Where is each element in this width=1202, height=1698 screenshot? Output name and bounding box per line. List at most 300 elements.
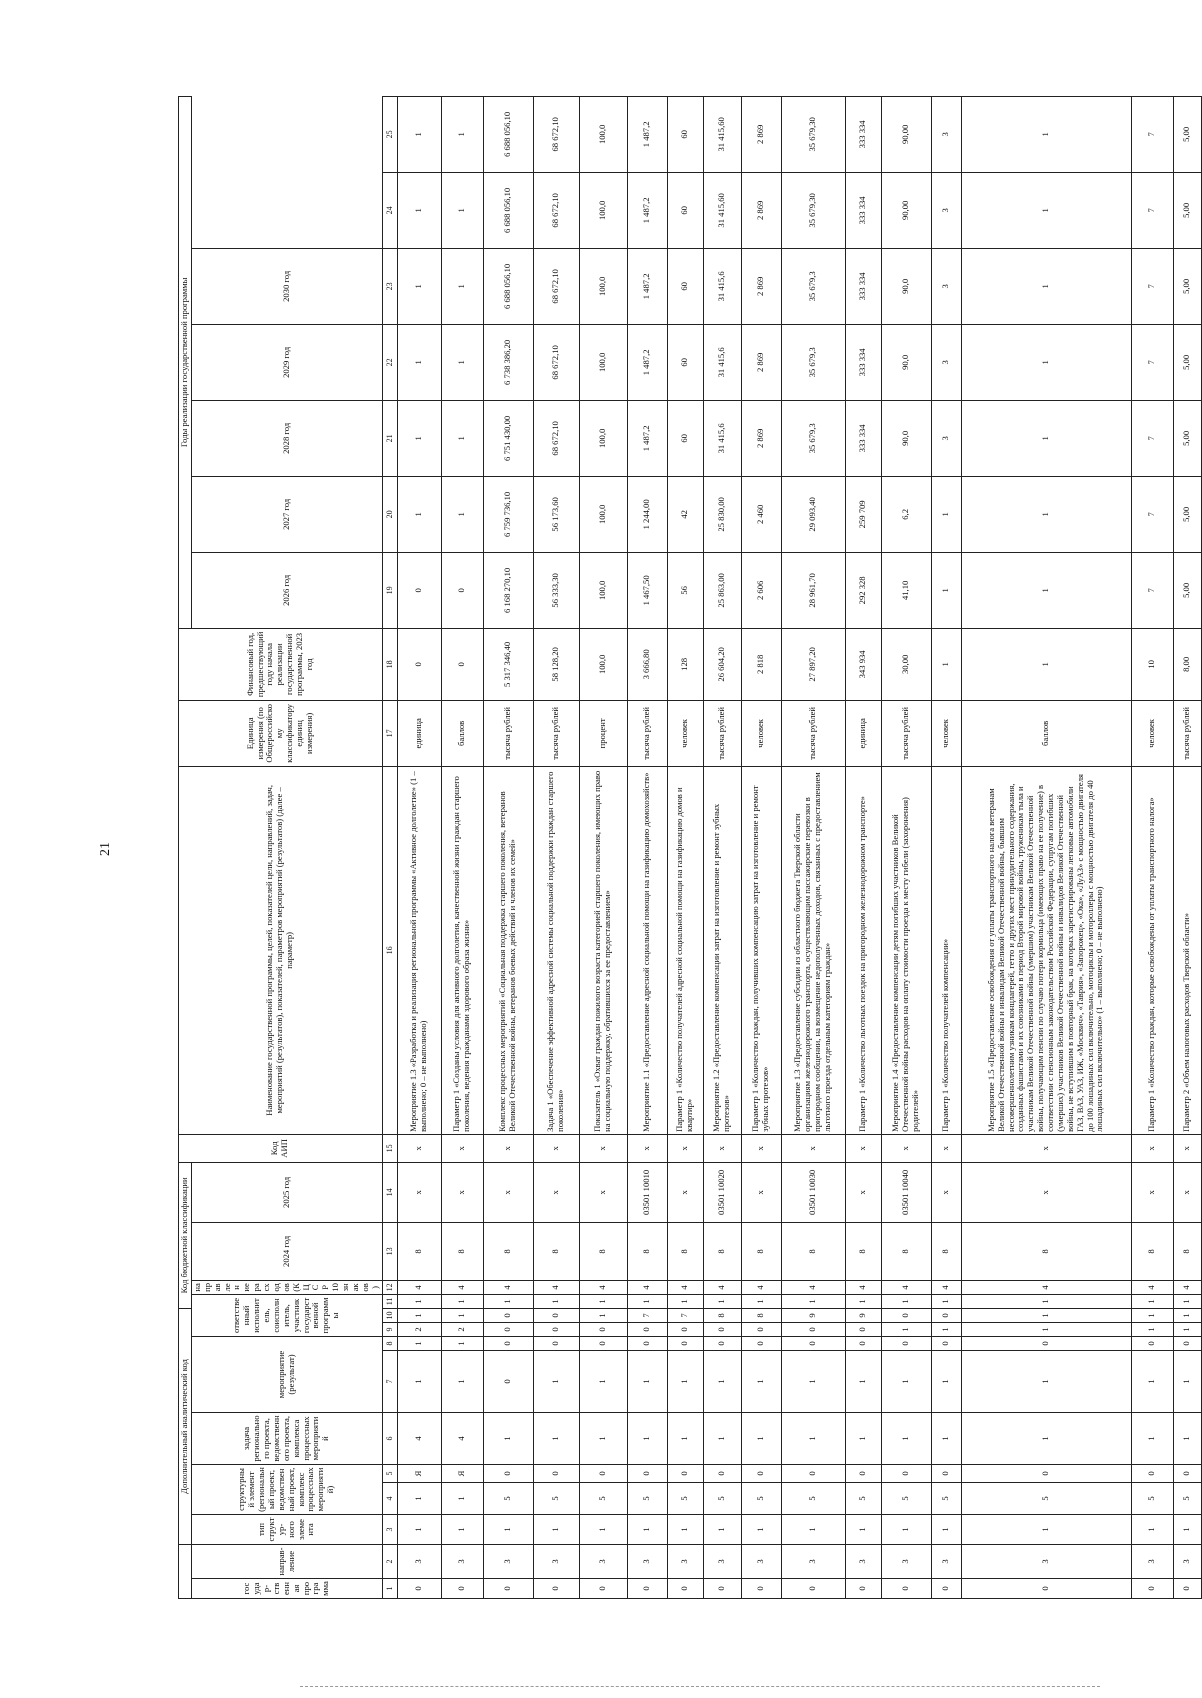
code-cell-c3: 1 (667, 1515, 703, 1545)
code-cell-c6: 1 (667, 1413, 703, 1465)
table-header (179, 96, 383, 1598)
row-base-year-value: 0 (397, 628, 441, 700)
row-unit: тысяча рублей (881, 700, 931, 766)
code-cell-c7: 1 (533, 1351, 579, 1413)
program-table (178, 96, 1202, 1599)
row-unit: тысяча рублей (703, 700, 741, 766)
code-cell-c7: 1 (1173, 1351, 1201, 1413)
code-cell-c10: 9 (845, 1308, 881, 1322)
code-cell-c12: 4 (781, 1280, 845, 1294)
code-cell-c1: 0 (483, 1579, 533, 1599)
code-cell-c8: 0 (533, 1337, 579, 1351)
row-base-year-value: 3 666,80 (627, 628, 667, 700)
row-year-value: 1 (397, 96, 441, 172)
row-year-value: 333 334 (845, 172, 881, 248)
code-cell-c1: 0 (961, 1579, 1131, 1599)
table-body (382, 96, 1201, 1598)
row-year-value: 31 415,6 (703, 324, 741, 400)
code-cell-c10: 0 (483, 1308, 533, 1322)
row-year-value: 7 (1131, 476, 1173, 552)
row-year-value: 5,00 (1173, 172, 1201, 248)
code-cell-c1: 0 (931, 1579, 961, 1599)
column-number: 17 (382, 700, 397, 766)
code-cell-c7: 1 (845, 1351, 881, 1413)
column-number: 3 (382, 1515, 397, 1545)
row-year-value: 333 334 (845, 248, 881, 324)
code-cell-c5: Я (441, 1465, 483, 1483)
code-cell-c10: 1 (1173, 1308, 1201, 1322)
row-base-year-value: 1 (961, 628, 1131, 700)
row-name: Мероприятие 1.3 «Предоставление субсидии из областного бюджета Тверской области организациям железнодорожного транспорта, осуществляющим пассажирские перевозки в пригородном сообщении, на возмещение недополученных доходов, связанных с предоставлением льготного проезда отдельным категориям граждан» (781, 766, 845, 1134)
code-cell-c10: 9 (781, 1308, 845, 1322)
code-cell-c7: 1 (703, 1351, 741, 1413)
table-row (961, 96, 1131, 1598)
row-year-value: 60 (667, 248, 703, 324)
code-cell-c4: 5 (703, 1483, 741, 1515)
row-year-value: 6 688 056,10 (483, 248, 533, 324)
code-cell-c2: 3 (845, 1545, 881, 1579)
code-cell-c1: 0 (703, 1579, 741, 1599)
row-unit: человек (741, 700, 781, 766)
row-year-value: 7 (1131, 96, 1173, 172)
code-cell-c6: 1 (1173, 1413, 1201, 1465)
row-year-value: 6 751 430,00 (483, 400, 533, 476)
code-cell-c3: 1 (397, 1515, 441, 1545)
code-cell-c2: 3 (483, 1545, 533, 1579)
row-year-value: 5,00 (1173, 96, 1201, 172)
code-cell-c8: 0 (483, 1337, 533, 1351)
code-cell-c3: 1 (1131, 1515, 1173, 1545)
code-cell-c10: 1 (397, 1308, 441, 1322)
row-year-value: 6 168 270,10 (483, 552, 533, 628)
footer-divider (300, 1686, 1100, 1687)
column-number: 6 (382, 1413, 397, 1465)
code-cell-c12: 4 (845, 1280, 881, 1294)
header-base-year: Финансовый год, предшествующий году начала реализации государственной программы, 2023 год (179, 628, 383, 700)
code-cell-c4: 5 (579, 1483, 627, 1515)
code-cell-c8: 0 (703, 1337, 741, 1351)
code-cell-c7: 1 (627, 1351, 667, 1413)
row-year-value: 60 (667, 324, 703, 400)
row-name: Параметр 1 «Количество граждан, которые освобождены от уплаты транспортного налога» (1131, 766, 1173, 1134)
code-cell-c15: х (741, 1134, 781, 1162)
table-row (845, 96, 881, 1598)
code-cell-c6: 1 (931, 1413, 961, 1465)
row-year-value: 35 679,3 (781, 400, 845, 476)
code-cell-c12: 4 (483, 1280, 533, 1294)
code-cell-c12: 4 (397, 1280, 441, 1294)
row-year-value: 1 (931, 552, 961, 628)
code-cell-c15: х (1173, 1134, 1201, 1162)
code-cell-c15: х (781, 1134, 845, 1162)
code-cell-c14: х (741, 1162, 781, 1222)
table-row (667, 96, 703, 1598)
code-cell-c13: 8 (667, 1222, 703, 1280)
code-cell-c8: 0 (667, 1337, 703, 1351)
code-cell-c13: 8 (1173, 1222, 1201, 1280)
row-year-value: 68 672,10 (533, 248, 579, 324)
row-name: Мероприятие 1.2 «Предоставление компенсации затрат на изготовление и ремонт зубных протезов» (703, 766, 741, 1134)
table-row (1131, 96, 1173, 1598)
code-cell-c12: 4 (627, 1280, 667, 1294)
code-cell-c9: 0 (483, 1323, 533, 1337)
row-year-value: 100,0 (579, 552, 627, 628)
row-unit: баллов (441, 700, 483, 766)
row-year-value: 35 679,3 (781, 248, 845, 324)
header-year-2028: 2028 год (191, 400, 382, 476)
row-year-value: 1 487,2 (627, 324, 667, 400)
column-number: 1 (382, 1579, 397, 1599)
row-year-value: 3 (931, 400, 961, 476)
code-cell-c3: 1 (533, 1515, 579, 1545)
row-year-value: 90,0 (881, 400, 931, 476)
header-blank (179, 1545, 192, 1599)
row-year-value: 100,0 (579, 324, 627, 400)
column-number: 2 (382, 1545, 397, 1579)
row-base-year-value: 343 934 (845, 628, 881, 700)
code-cell-c4: 5 (881, 1483, 931, 1515)
code-cell-c12: 4 (881, 1280, 931, 1294)
code-cell-c1: 0 (781, 1579, 845, 1599)
code-cell-c12: 4 (741, 1280, 781, 1294)
code-cell-c13: 8 (483, 1222, 533, 1280)
row-name: Задача 1 «Обеспечение эффективной адресной системы социальной поддержки граждан старшего поколения» (533, 766, 579, 1134)
code-cell-c7: 1 (1131, 1351, 1173, 1413)
code-cell-c13: 8 (781, 1222, 845, 1280)
row-year-value: 90,00 (881, 172, 931, 248)
row-year-value: 1 (397, 400, 441, 476)
table-row (703, 96, 741, 1598)
row-unit: единица (845, 700, 881, 766)
row-base-year-value: 1 (931, 628, 961, 700)
code-cell-c13: 8 (397, 1222, 441, 1280)
column-number: 4 (382, 1483, 397, 1515)
header-task: задача регионального проекта, ведомственного проекта, комплекса процессных мероприятий (191, 1413, 382, 1465)
row-unit: человек (931, 700, 961, 766)
code-cell-c3: 1 (881, 1515, 931, 1545)
code-cell-c7: 1 (441, 1351, 483, 1413)
code-cell-c5: 0 (627, 1465, 667, 1483)
row-year-value: 5,00 (1173, 552, 1201, 628)
row-unit: единица (397, 700, 441, 766)
column-number: 14 (382, 1162, 397, 1222)
row-year-value: 90,00 (881, 96, 931, 172)
code-cell-c1: 0 (627, 1579, 667, 1599)
code-cell-c5: 0 (741, 1465, 781, 1483)
code-cell-c9: 2 (397, 1323, 441, 1337)
code-cell-c6: 4 (397, 1413, 441, 1465)
row-year-value: 0 (397, 552, 441, 628)
code-cell-c10: 0 (931, 1308, 961, 1322)
row-year-value: 2 460 (741, 476, 781, 552)
code-cell-c9: 0 (781, 1323, 845, 1337)
code-cell-c3: 1 (741, 1515, 781, 1545)
code-cell-c13: 8 (579, 1222, 627, 1280)
code-cell-c3: 1 (579, 1515, 627, 1545)
page-number: 21 (98, 842, 113, 856)
row-year-value: 60 (667, 400, 703, 476)
row-year-value: 41,10 (881, 552, 931, 628)
code-cell-c14: х (441, 1162, 483, 1222)
row-name: Показатель 1 «Охват граждан пожилого возраста категорией старшего поколения, имеющих право на социальную поддержку, обратившихся за ее предоставлением» (579, 766, 627, 1134)
code-cell-c7: 1 (667, 1351, 703, 1413)
code-cell-c13: 8 (1131, 1222, 1173, 1280)
row-year-value: 0 (441, 552, 483, 628)
code-cell-c14: х (931, 1162, 961, 1222)
row-year-value: 2 869 (741, 172, 781, 248)
header-year-2030: 2030 год (191, 248, 382, 324)
row-year-value: 31 415,6 (703, 248, 741, 324)
code-cell-c12: 4 (931, 1280, 961, 1294)
table-row (881, 96, 931, 1598)
row-base-year-value: 100,0 (579, 628, 627, 700)
code-cell-c15: х (533, 1134, 579, 1162)
row-year-value: 1 (441, 96, 483, 172)
code-cell-c7: 1 (881, 1351, 931, 1413)
code-cell-c8: 0 (961, 1337, 1131, 1351)
row-name: Мероприятие 1.5 «Предоставление освобождения от уплаты транспортного налога ветеранам Великой Отечественной войны и инвалидам Великой Отечественной войны, бывшим несовершеннолетним узникам концлагерей, гетто и других мест принудительного содержания, созданных фашистами и их союзниками в период Второй мировой войны, труженикам тыла и участникам Великой Отечественной войны (умершим) участникам Великой Отечественной войны, получающим пенсии по случаю потери кормильца (имеющих право на ее получение) в соответствии с пенсионным законодательством Российской Федерации, супругам погибших (умерших) участников Великой Отечественной войны и инвалидов Великой Отечественной войны, не вступившим в повторный брак, на которых зарегистрированы легковые автомобили ГАЗ, ВАЗ, УАЗ, ИЖ, «Москвич», «Таврия», «Запорожец», «Ока», «ЛуАЗ» с мощностью двигателя до 100 лошадиных сил включительно, мотоциклы и мотороллеры с мощностью двигателя до 40 лошадиных сил включительно» (1 – выполнено; 0 – не выполнено) (961, 766, 1131, 1134)
column-number: 21 (382, 400, 397, 476)
code-cell-c4: 1 (441, 1483, 483, 1515)
row-unit: человек (667, 700, 703, 766)
code-cell-c6: 1 (845, 1413, 881, 1465)
row-year-value: 28 961,70 (781, 552, 845, 628)
code-cell-c14: х (533, 1162, 579, 1222)
code-cell-c12: 4 (703, 1280, 741, 1294)
code-cell-c11: 1 (441, 1294, 483, 1308)
row-year-value: 56 (667, 552, 703, 628)
column-number: 23 (382, 248, 397, 324)
row-name: Мероприятие 1.1 «Предоставление адресной социальной помощи на газификацию домохозяйств» (627, 766, 667, 1134)
row-year-value: 1 487,2 (627, 96, 667, 172)
code-cell-c11: 1 (781, 1294, 845, 1308)
row-year-value: 7 (1131, 172, 1173, 248)
code-cell-c7: 1 (579, 1351, 627, 1413)
code-cell-c12: 4 (579, 1280, 627, 1294)
row-year-value: 5,00 (1173, 324, 1201, 400)
code-cell-c2: 3 (741, 1545, 781, 1579)
column-number: 15 (382, 1134, 397, 1162)
code-cell-c6: 1 (781, 1413, 845, 1465)
row-year-value: 333 334 (845, 400, 881, 476)
code-cell-c12: 4 (961, 1280, 1131, 1294)
code-cell-c5: 0 (961, 1465, 1131, 1483)
row-year-value: 1 (961, 324, 1131, 400)
code-cell-c15: х (881, 1134, 931, 1162)
code-cell-c5: Я (397, 1465, 441, 1483)
row-year-value: 1 (441, 324, 483, 400)
code-cell-c5: 0 (845, 1465, 881, 1483)
row-year-value: 42 (667, 476, 703, 552)
row-year-value: 5,00 (1173, 400, 1201, 476)
code-cell-c5: 0 (533, 1465, 579, 1483)
code-cell-c7: 0 (483, 1351, 533, 1413)
row-year-value: 6 688 056,10 (483, 172, 533, 248)
row-year-value: 2 869 (741, 400, 781, 476)
code-cell-c11: 1 (533, 1294, 579, 1308)
row-year-value: 100,0 (579, 248, 627, 324)
column-number: 11 (382, 1294, 397, 1308)
code-cell-c5: 0 (703, 1465, 741, 1483)
row-year-value: 31 415,6 (703, 400, 741, 476)
row-unit: тысяча рублей (1173, 700, 1201, 766)
code-cell-c3: 1 (483, 1515, 533, 1545)
row-year-value: 31 415,60 (703, 96, 741, 172)
column-number: 5 (382, 1465, 397, 1483)
row-year-value: 56 173,60 (533, 476, 579, 552)
table-row (741, 96, 781, 1598)
row-year-value: 35 679,3 (781, 324, 845, 400)
row-year-value: 7 (1131, 248, 1173, 324)
code-cell-c4: 5 (781, 1483, 845, 1515)
code-cell-c2: 3 (627, 1545, 667, 1579)
code-cell-c7: 1 (741, 1351, 781, 1413)
row-year-value: 25 863,00 (703, 552, 741, 628)
code-cell-c14: 03501 10040 (881, 1162, 931, 1222)
code-cell-c4: 1 (397, 1483, 441, 1515)
code-cell-c6: 1 (1131, 1413, 1173, 1465)
code-cell-c11: 1 (1173, 1294, 1201, 1308)
code-cell-c5: 0 (1131, 1465, 1173, 1483)
row-year-value: 6,2 (881, 476, 931, 552)
code-cell-c14: 03501 10030 (781, 1162, 845, 1222)
code-cell-c15: х (961, 1134, 1131, 1162)
row-year-value: 1 244,00 (627, 476, 667, 552)
row-name: Мероприятие 1.3 «Разработка и реализация региональной программы «Активное долголетие» (1 – выполнено; 0 – не выполнено) (397, 766, 441, 1134)
code-cell-c11: 1 (1131, 1294, 1173, 1308)
code-cell-c4: 5 (533, 1483, 579, 1515)
code-cell-c14: х (1173, 1162, 1201, 1222)
code-cell-c6: 1 (961, 1413, 1131, 1465)
code-cell-c8: 0 (1131, 1337, 1173, 1351)
row-year-value: 1 487,2 (627, 172, 667, 248)
header-years-group: Годы реализации государственной программы (179, 96, 192, 628)
row-base-year-value: 128 (667, 628, 703, 700)
row-year-value: 2 869 (741, 248, 781, 324)
code-cell-c11: 1 (961, 1294, 1131, 1308)
header-type: тип структур-ного элемента (191, 1515, 382, 1545)
row-year-value: 7 (1131, 324, 1173, 400)
table-row (931, 96, 961, 1598)
code-cell-c14: 03501 10020 (703, 1162, 741, 1222)
header-aip: Код АИП (179, 1134, 383, 1162)
row-year-value: 56 333,30 (533, 552, 579, 628)
code-cell-c14: х (845, 1162, 881, 1222)
row-year-value: 1 (961, 96, 1131, 172)
code-cell-c2: 3 (533, 1545, 579, 1579)
row-name: Комплекс процессных мероприятий «Социальная поддержка старшего поколения, ветеранов Великой Отечественной войны, ветеранов боевых действий и членов их семей» (483, 766, 533, 1134)
code-cell-c5: 0 (931, 1465, 961, 1483)
rotated-table-container (178, 107, 1192, 1599)
row-year-value: 7 (1131, 400, 1173, 476)
row-year-value: 1 487,2 (627, 400, 667, 476)
header-exec: ответственный исполнитель, соисполнитель, участник государственной программы (191, 1294, 382, 1336)
code-cell-c1: 0 (667, 1579, 703, 1599)
row-base-year-value: 8,00 (1173, 628, 1201, 700)
code-cell-c1: 0 (441, 1579, 483, 1599)
row-name: Параметр 1 «Количество льготных поездок на пригородном железнодорожном транспорте» (845, 766, 881, 1134)
code-cell-c10: 8 (703, 1308, 741, 1322)
code-cell-c2: 3 (667, 1545, 703, 1579)
code-cell-c9: 1 (881, 1323, 931, 1337)
code-cell-c14: 03501 10010 (627, 1162, 667, 1222)
code-cell-c14: х (579, 1162, 627, 1222)
code-cell-c10: 0 (881, 1308, 931, 1322)
row-base-year-value: 58 128,20 (533, 628, 579, 700)
row-base-year-value: 2 818 (741, 628, 781, 700)
code-cell-c3: 1 (627, 1515, 667, 1545)
code-cell-c9: 0 (667, 1323, 703, 1337)
code-cell-c8: 1 (441, 1337, 483, 1351)
code-cell-c15: х (627, 1134, 667, 1162)
code-cell-c2: 3 (397, 1545, 441, 1579)
code-cell-c8: 0 (881, 1337, 931, 1351)
header-unit: Единица измерения (по Общероссийскому классификатору единиц измерения) (179, 700, 383, 766)
row-year-value: 333 334 (845, 324, 881, 400)
header-year-2027: 2027 год (191, 476, 382, 552)
table-row (533, 96, 579, 1598)
row-year-value: 1 (397, 324, 441, 400)
code-cell-c9: 1 (931, 1323, 961, 1337)
row-year-value: 25 830,00 (703, 476, 741, 552)
code-cell-c7: 1 (397, 1351, 441, 1413)
row-year-value: 100,0 (579, 400, 627, 476)
row-year-value: 1 (397, 248, 441, 324)
row-year-value: 1 (961, 476, 1131, 552)
header-year-2026: 2026 год (191, 552, 382, 628)
code-cell-c11: 1 (627, 1294, 667, 1308)
row-year-value: 1 (441, 400, 483, 476)
code-cell-c15: х (667, 1134, 703, 1162)
code-cell-c6: 1 (483, 1413, 533, 1465)
code-cell-c8: 1 (397, 1337, 441, 1351)
code-cell-c11: 1 (845, 1294, 881, 1308)
code-cell-c11: 1 (741, 1294, 781, 1308)
code-cell-c6: 1 (533, 1413, 579, 1465)
code-cell-c9: 0 (533, 1323, 579, 1337)
code-cell-c14: х (397, 1162, 441, 1222)
code-cell-c11: 1 (881, 1294, 931, 1308)
row-year-value: 35 679,30 (781, 96, 845, 172)
code-cell-c6: 4 (441, 1413, 483, 1465)
row-base-year-value: 27 897,20 (781, 628, 845, 700)
header-code-group: Код бюджетной классификации (179, 1162, 192, 1308)
header-napr: направ-ление (191, 1545, 382, 1579)
row-year-value: 6 759 736,10 (483, 476, 533, 552)
code-cell-c9: 0 (703, 1323, 741, 1337)
table-row (1173, 96, 1201, 1598)
row-name: Мероприятие 1.4 «Предоставление компенсации детям погибших участников Великой Отечественной войны расходов на оплату стоимости проезда к месту гибели (захоронения) родителей» (881, 766, 931, 1134)
code-cell-c4: 5 (483, 1483, 533, 1515)
row-year-value: 68 672,10 (533, 96, 579, 172)
code-cell-c14: х (961, 1162, 1131, 1222)
code-cell-c13: 8 (533, 1222, 579, 1280)
code-cell-c8: 0 (579, 1337, 627, 1351)
code-cell-c15: х (1131, 1134, 1173, 1162)
code-cell-c3: 1 (703, 1515, 741, 1545)
code-cell-c14: х (483, 1162, 533, 1222)
column-number: 8 (382, 1337, 397, 1351)
column-number: 25 (382, 96, 397, 172)
code-cell-c3: 1 (1173, 1515, 1201, 1545)
row-year-value: 1 (931, 476, 961, 552)
code-cell-c12: 4 (1173, 1280, 1201, 1294)
row-year-value: 1 (441, 172, 483, 248)
row-unit: тысяча рублей (781, 700, 845, 766)
row-year-value: 31 415,60 (703, 172, 741, 248)
code-cell-c3: 1 (931, 1515, 961, 1545)
code-cell-c9: 0 (741, 1323, 781, 1337)
